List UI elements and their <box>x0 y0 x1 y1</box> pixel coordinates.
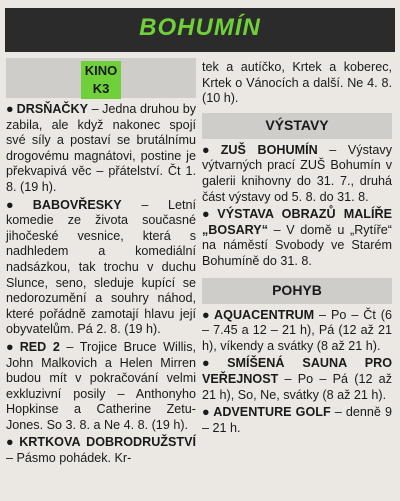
bullet-icon: ● <box>6 197 30 212</box>
right-column <box>202 60 392 438</box>
kino-section-head <box>6 58 196 98</box>
kino-label: KINO <box>84 63 118 78</box>
listing-text: – Výstavy výtvarných prací ZUŠ Bohumín v galerii knihovny do 31. 7., druhá část výstavy od 5. 8. do 31. 8. <box>202 142 392 204</box>
listing-title: SMÍŠENÁ SAUNA PRO VEŘEJNOST <box>202 356 392 386</box>
listing-text: – Letní komedie ze života současné jihočeské vesnice, která s nadhledem a komediální nadsázkou, tak trochu v duchu Slunce, seno, sleduje kupící se nedorozumění a souhry náhod, které pořádně zamotají hlavu její obyvatelům. Pá 2. 8. (19 h). <box>6 197 197 337</box>
listing-text: – Trojice Bruce Willis, John Malkovich a Helen Mirren budou mít v pokračování velmi exkluzivní posily – Anthonyho Hopkinse a Catherine Zetu-Jones. So 3. 8. a Ne 4. 8. (19 h). <box>6 339 197 432</box>
bullet-icon: ● <box>202 356 225 371</box>
listing-text: – V domě u „Rytíře“ na náměstí Svobody ve Starém Bohumíně do 31. 8. <box>202 222 392 268</box>
bullet-icon: ● <box>6 339 17 354</box>
vystavy-section-head <box>202 113 392 139</box>
bullet-icon: ● <box>202 307 212 322</box>
bullet-icon: ● <box>202 207 215 222</box>
listing-golf <box>202 405 392 436</box>
listing-drsnacky <box>6 102 196 196</box>
listing-text: – Jedna druhou by zabila, ale když nakonec spojí své síly a postaví se brutálnímu drogovému magnátovi, postine je překvapivá věc – přátelství. Čt 1. 8. (19 h). <box>6 102 197 194</box>
listing-title: RED 2 <box>19 339 60 354</box>
section-title-vystavy: VÝSTAVY <box>265 116 329 133</box>
pohyb-section-head <box>202 278 392 304</box>
section-title-pohyb: POHYB <box>272 281 322 298</box>
kino-badge <box>81 61 121 99</box>
listing-title: KRTKOVA DOBRODRUŽSTVÍ <box>19 435 196 450</box>
listing-text: – Po – Pá (12 až 21 h), So, Ne, svátky (8 až 21 h). <box>202 371 392 402</box>
listing-krtek <box>6 435 196 466</box>
masthead <box>5 8 395 52</box>
listing-text: – denně 9 – 21 h. <box>202 405 393 435</box>
listing-red2 <box>6 340 196 434</box>
bullet-icon: ● <box>202 405 211 420</box>
listing-krtek-continued: tek a autíčko, Krtek a koberec, Krtek o Vánocích a další. Ne 4. 8. (10 h). <box>202 60 392 106</box>
listing-title: ZUŠ BOHUMÍN <box>220 142 318 157</box>
bullet-icon: ● <box>6 102 14 116</box>
listing-title: AQUACENTRUM <box>214 307 315 322</box>
listing-babovresky <box>6 198 196 338</box>
listing-text: – Pásmo pohádek. Kr- <box>6 451 132 466</box>
listing-bosary <box>202 207 392 269</box>
bullet-icon: ● <box>6 435 17 450</box>
masthead-title: BOHUMÍN <box>139 14 261 41</box>
listing-title: BABOVŘESKY <box>32 197 122 212</box>
kino-venue: K3 <box>92 81 110 96</box>
listing-title: VÝSTAVA OBRAZŮ MALÍŘE „BOSARY“ <box>202 207 392 237</box>
bullet-icon: ● <box>202 142 218 157</box>
listing-title: DRSŇAČKY <box>16 102 89 116</box>
listing-aquacentrum <box>202 308 392 355</box>
listing-text: – Po – Čt (6 – 7.45 a 12 – 21 h), Pá (12 až 21 h), víkendy a svátky (8 až 21 h). <box>202 307 392 353</box>
listing-zus <box>202 143 392 205</box>
listing-title: ADVENTURE GOLF <box>213 405 331 420</box>
listing-sauna <box>202 356 392 403</box>
left-column <box>6 58 196 469</box>
